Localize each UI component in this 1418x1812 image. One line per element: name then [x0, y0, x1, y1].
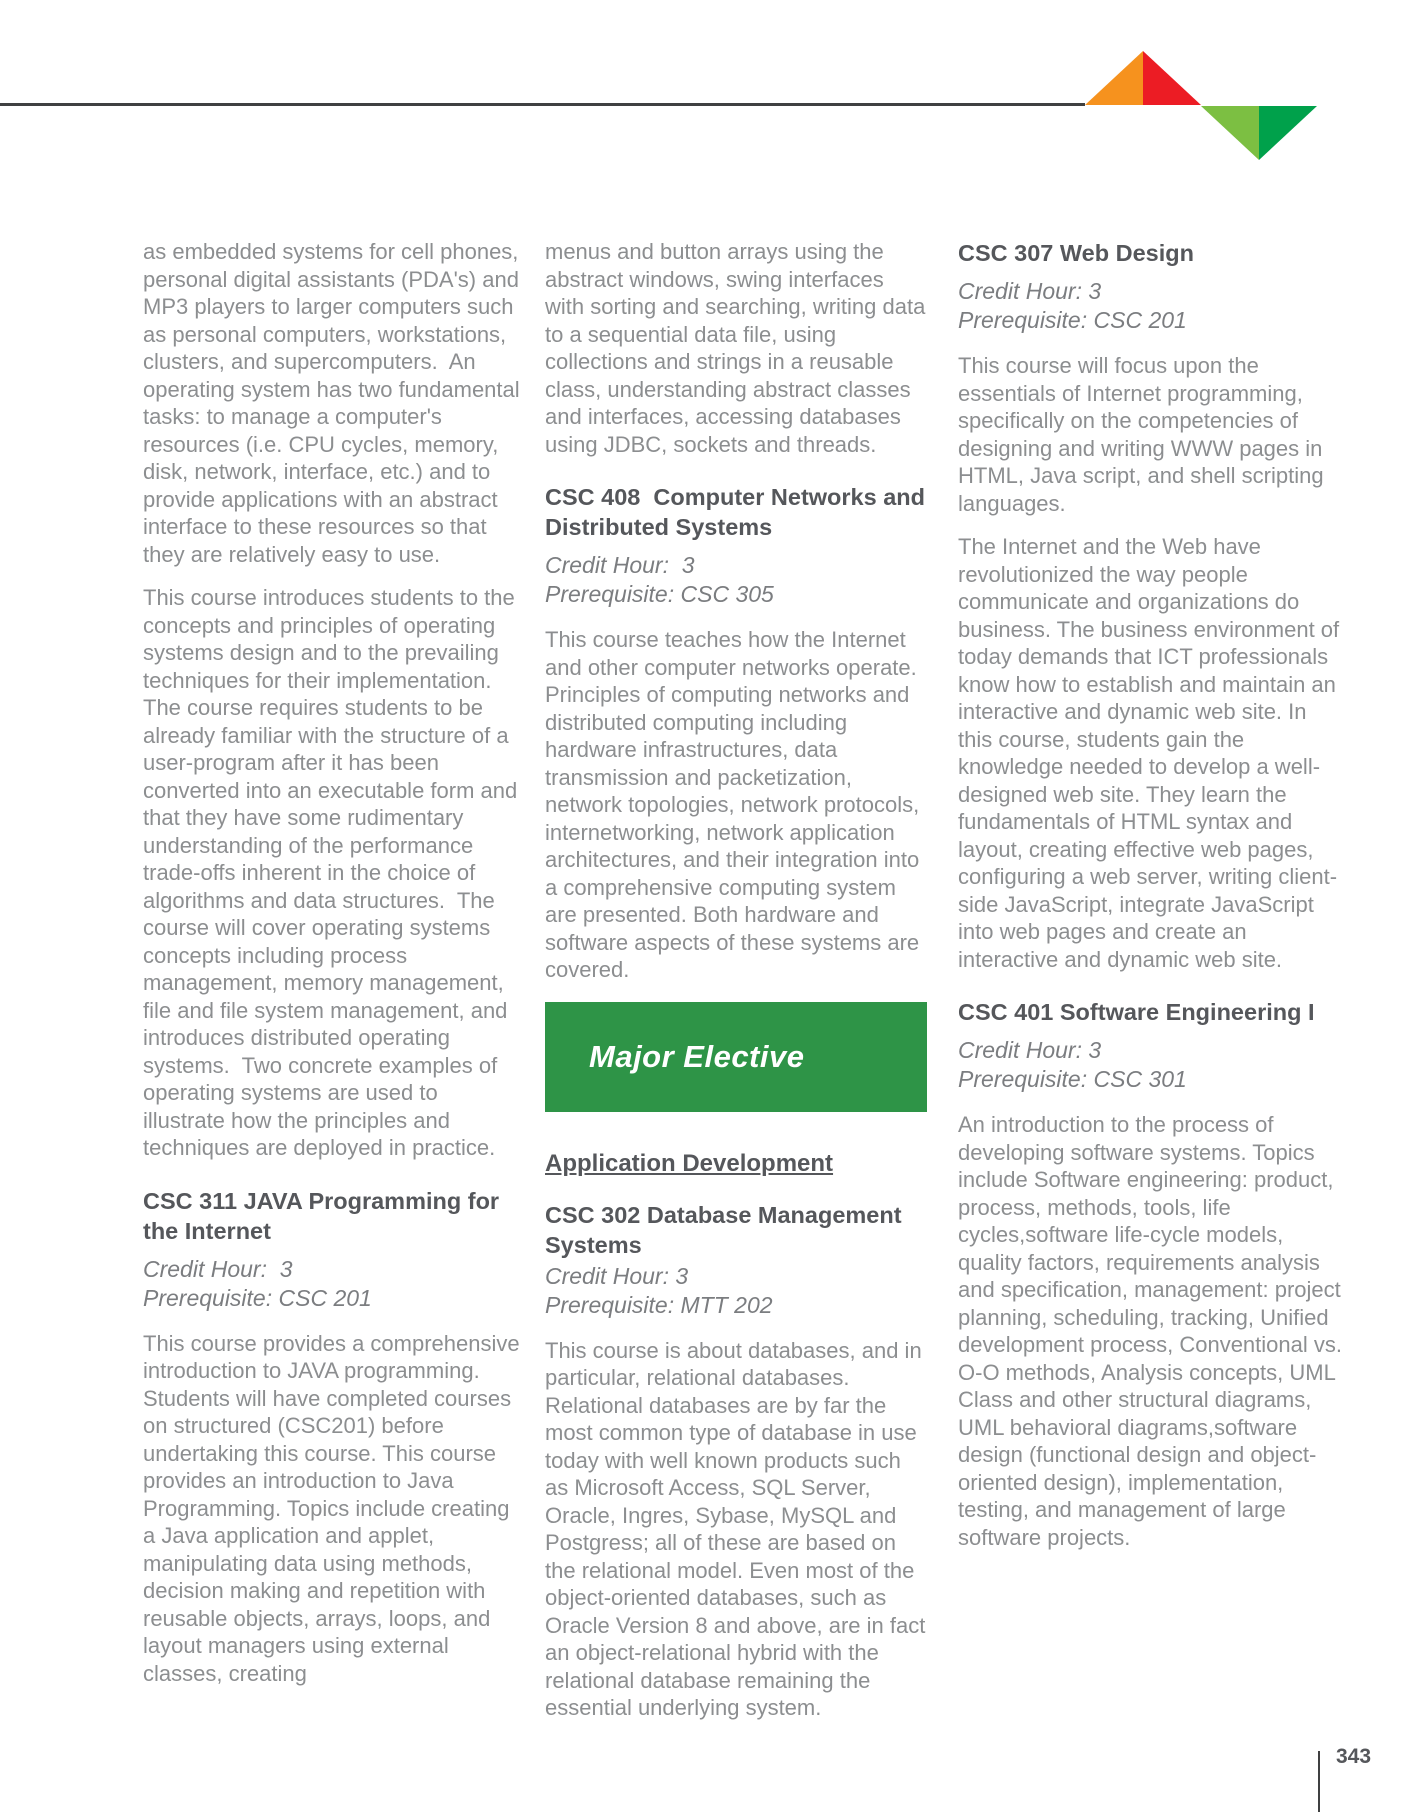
course-meta	[958, 277, 1345, 335]
paragraph: An introduction to the process of developing software systems. Topics include Software engineering: product, process, methods, tools, life cycles,software life-cycle models, quality factors, requirements analysis and specification, management: project planning, scheduling, tracking, Unified development process, Conventional vs. O-O methods, Analysis concepts, UML Class and other structural diagrams, UML behavioral diagrams,software design (functional design and object-oriented design), implementation, testing, and management of large software projects.	[958, 1112, 1349, 1550]
paragraph: This course introduces students to the concepts and principles of operating systems design and to the prevailing techniques for their implementation. The course requires students to be already familiar with the structure of a user-program after it has been converted into an executable form and that they have some rudimentary understanding of the performance trade-offs inherent in the choice of algorithms and data structures. The course will cover operating systems concepts including process management, memory management, file and file system management, and introduces distributed operating systems. Two concrete examples of operating systems are used to illustrate how the principles and techniques are deployed in practice.	[143, 585, 524, 1160]
course-credit: Credit Hour: 3	[545, 552, 695, 578]
course-prerequisite: Prerequisite: MTT 202	[545, 1291, 773, 1318]
course-credit: Credit Hour: 3	[958, 1037, 1102, 1063]
column-3	[958, 228, 1349, 1567]
course-title: CSC 307 Web Design	[958, 240, 1194, 266]
course-prerequisite: Prerequisite: CSC 305	[545, 581, 774, 607]
paragraph: This course will focus upon the essentials of Internet programming, specifically on the competencies of designing and writing WWW pages in HTML, Java script, and shell scripting languages.	[958, 353, 1330, 516]
paragraph: as embedded systems for cell phones, personal digital assistants (PDA's) and MP3 players to larger computers such as personal computers, workstations, clusters, and supercomputers. An operating system has two fundamental tasks: to manage a computer's resources (i.e. CPU cycles, memory, disk, network, interface, etc.) and to provide applications with an abstract interface to these resources so that they are relatively easy to use.	[143, 239, 526, 567]
course-title: CSC 302 Database Management Systems	[545, 1201, 909, 1258]
course-credit: Credit Hour: 3	[958, 278, 1102, 304]
paragraph: This course provides a comprehensive introduction to JAVA programming. Students will have completed courses on structured (CSC201) before undertaking this course. This course provides an introduction to Java Programming. Topics include creating a Java application and applet, manipulating data using methods, decision making and repetition with reusable objects, arrays, loops, and layout managers using external classes, creating	[143, 1330, 526, 1686]
paragraph: This course is about databases, and in particular, relational databases. Relational databases are by far the most common type of database in use today with well known products such as Microsoft Access, SQL Server, Oracle, Ingres, Sybase, MySQL and Postgress; all of these are based on the relational model. Even most of the object-oriented databases, such as Oracle Version 8 and above, are in fact an object-relational hybrid with the relational database remaining the essential underlying system.	[545, 1337, 932, 1720]
course-meta	[143, 1255, 525, 1313]
course-title: CSC 401 Software Engineering I	[958, 999, 1315, 1025]
course-credit: Credit Hour: 3	[545, 1262, 689, 1289]
paragraph: menus and button arrays using the abstract windows, swing interfaces with sorting and searching, writing data to a sequential data file, using collections and strings in a reusable class, understanding abstract classes and interfaces, accessing databases using JDBC, sockets and threads.	[545, 239, 932, 457]
header-rule	[0, 103, 1085, 106]
paragraph: The Internet and the Web have revolutionized the way people communicate and organizations do business. The business environment of today demands that ICT professionals know how to establish and maintain an interactive and dynamic web site. In this course, students gain the knowledge needed to develop a well-designed web site. They learn the fundamentals of HTML syntax and layout, creating effective web pages, configuring a web server, writing client-side JavaScript, integrate JavaScript into web pages and create an interactive and dynamic web site.	[958, 534, 1346, 972]
brand-logo-triangles-icon	[1085, 51, 1317, 160]
course-prerequisite: Prerequisite: CSC 201	[958, 307, 1187, 333]
page-number: 343	[1336, 1745, 1372, 1768]
section-heading: Application Development	[545, 1149, 834, 1177]
course-title: CSC 311 JAVA Programming for the Internet	[143, 1187, 506, 1244]
paragraph: This course teaches how the Internet and other computer networks operate. Principles of computing networks and distributed computing including hardware infrastructures, data transmission and packetization, network topologies, network protocols, internetworking, network application architectures, and their integration into a comprehensive computing system are presented. Both hardware and software aspects of these systems are covered.	[545, 627, 926, 982]
course-prerequisite: Prerequisite: CSC 201	[143, 1284, 372, 1311]
column-2	[545, 238, 932, 1738]
footer-rule	[1318, 1751, 1320, 1812]
course-title: CSC 408 Computer Networks and Distributed Systems	[545, 484, 932, 540]
course-prerequisite: Prerequisite: CSC 301	[958, 1066, 1187, 1092]
course-credit: Credit Hour: 3	[143, 1255, 293, 1282]
column-1	[143, 238, 525, 1703]
major-elective-banner-label: Major Elective	[589, 1038, 805, 1074]
major-elective-banner	[545, 1002, 927, 1112]
course-meta	[545, 1262, 927, 1320]
course-meta	[958, 1036, 1345, 1094]
course-meta	[545, 551, 927, 609]
